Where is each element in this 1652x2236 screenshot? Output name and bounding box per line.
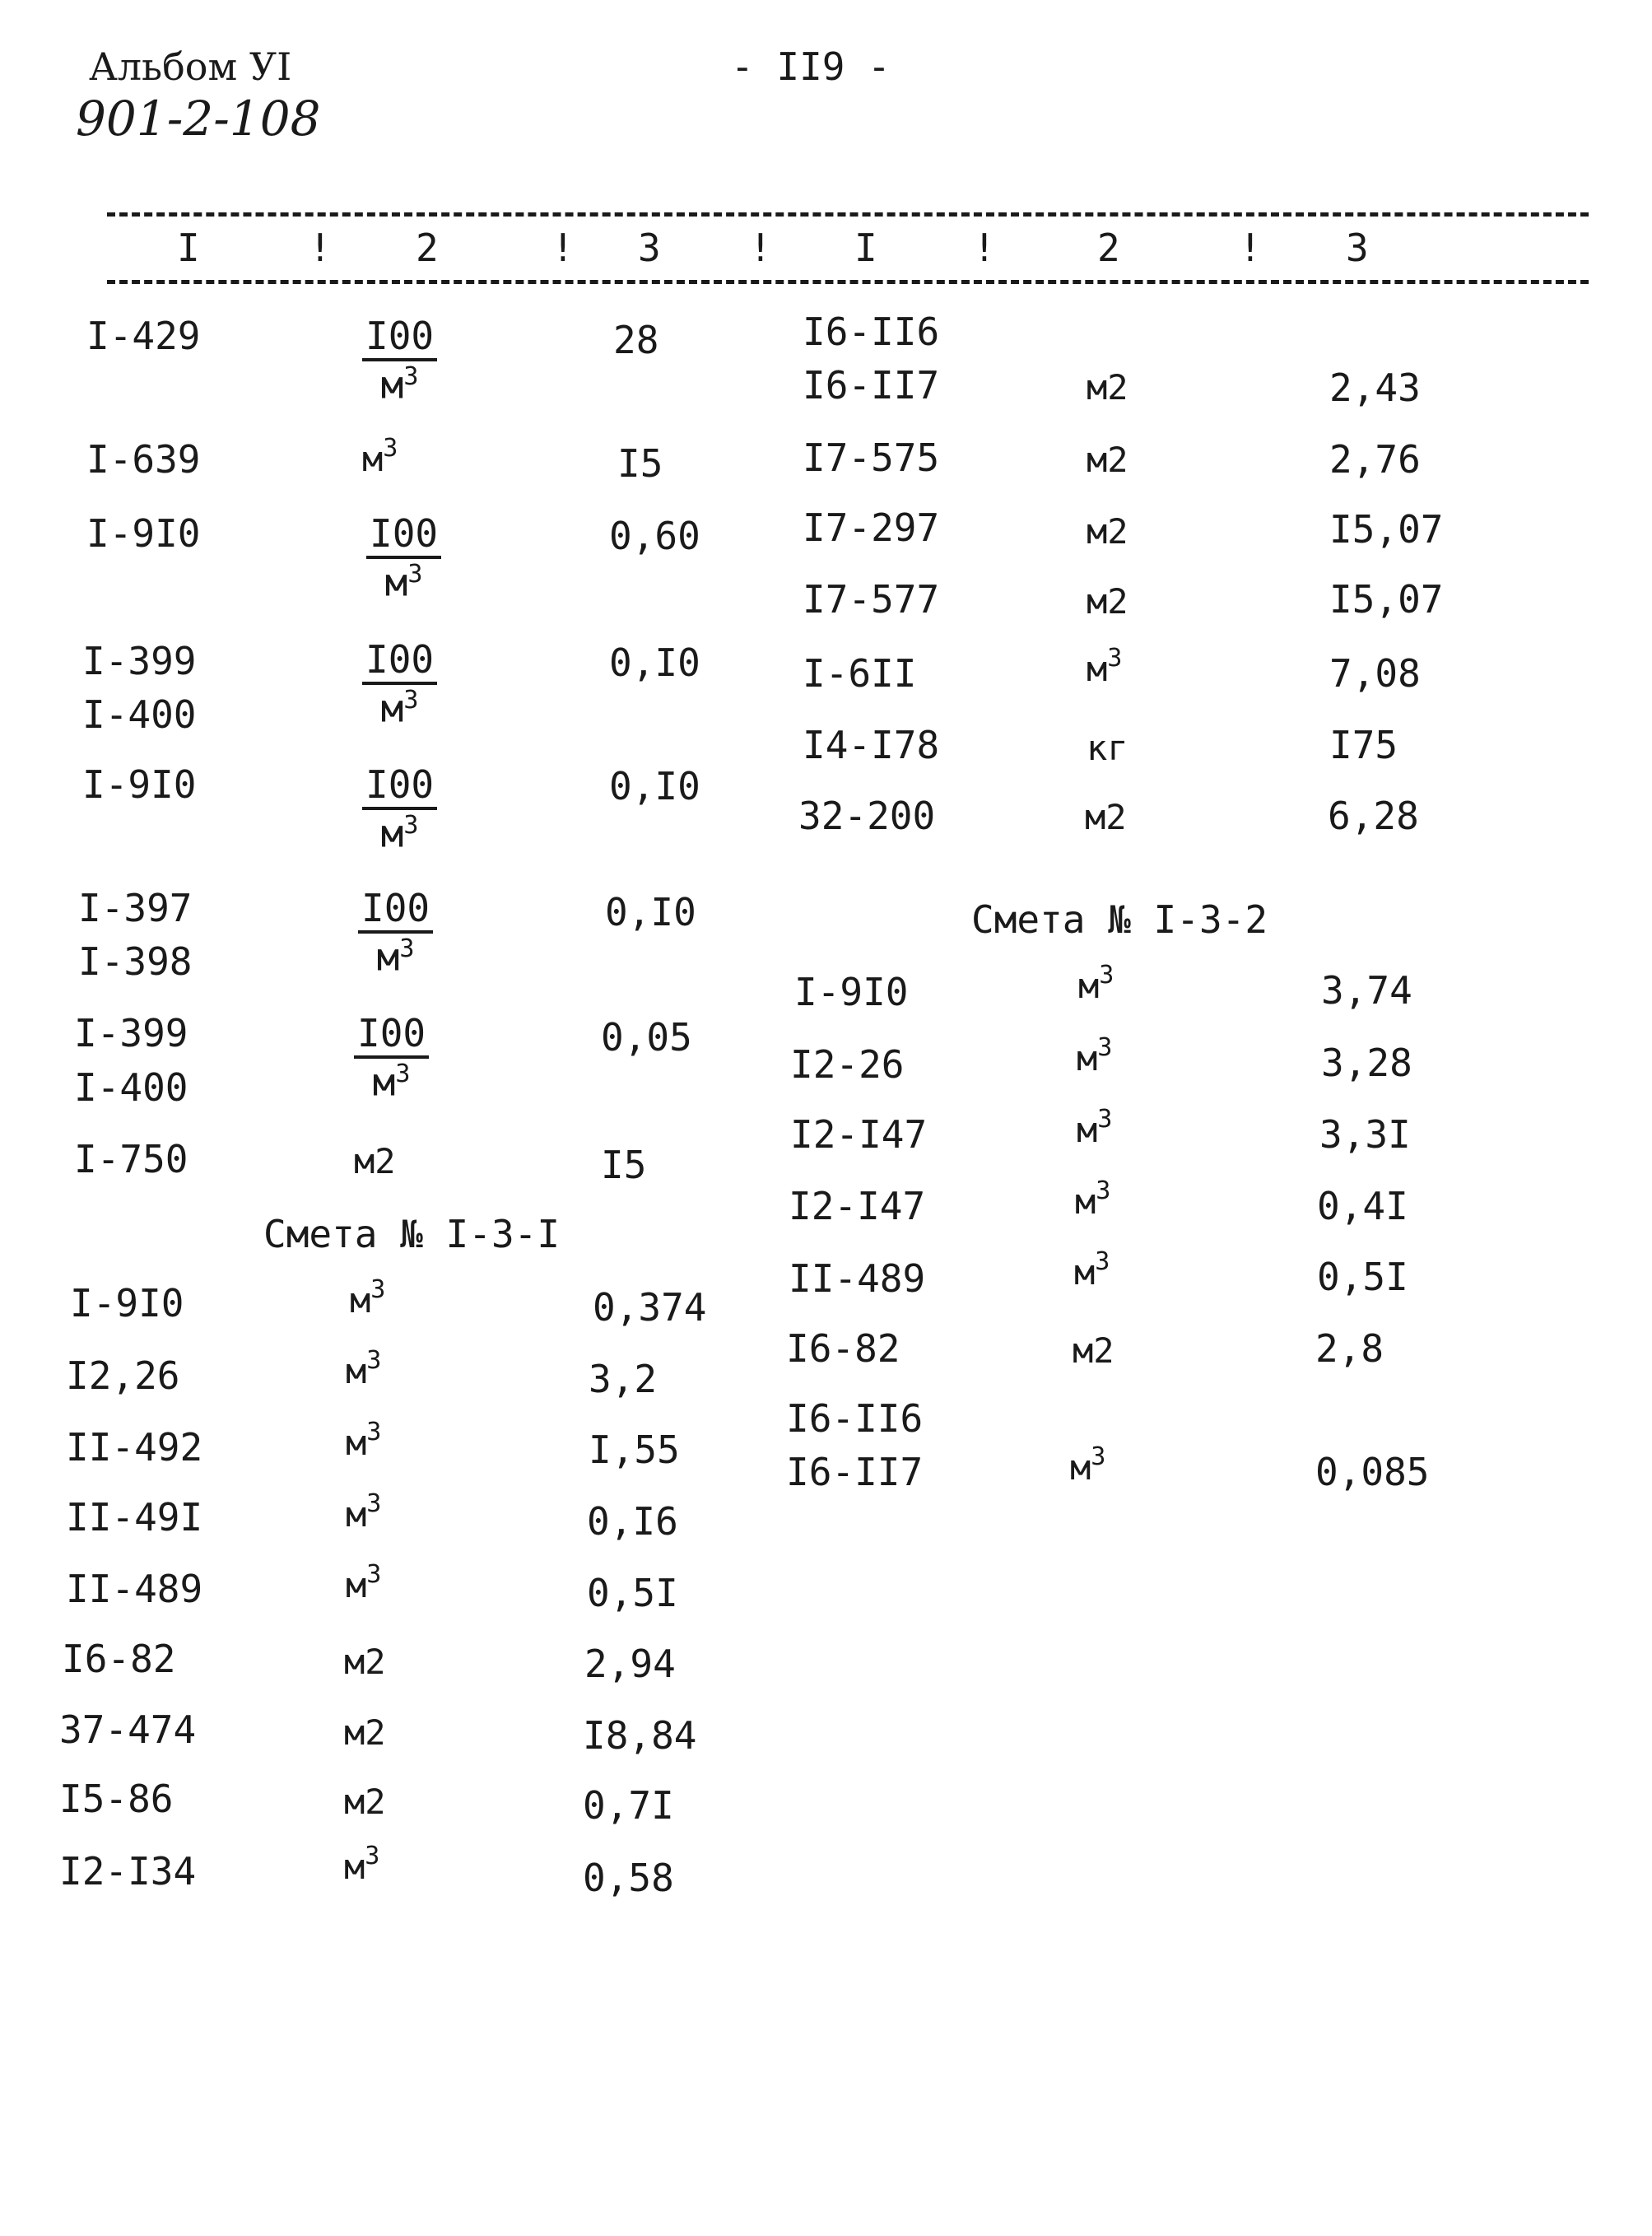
col-sep: ! [551,226,575,270]
code-cell: I6-II7 [786,1450,924,1494]
code-cell: 32-200 [798,794,936,838]
value-cell: 7,08 [1329,651,1421,696]
unit-numerator: I00 [362,766,437,810]
smeta-title: Смета № I-3-I [263,1212,561,1256]
value-cell: 0,I0 [609,764,700,808]
value-cell: 0,60 [609,514,700,558]
code-cell: I6-II6 [803,310,940,354]
col-sep: ! [749,226,772,270]
unit-cell: $м^3$ [1074,1247,1110,1293]
value-cell: 0,I0 [605,890,696,934]
unit-cell: м2 [1087,511,1128,552]
unit-denominator: $м^3$ [372,1060,411,1105]
unit-cell: м2 [344,1642,386,1682]
code-cell: I2-I34 [59,1849,197,1894]
code-cell: I-397 [78,886,193,930]
unit-cell: м2 [344,1782,386,1822]
code-cell: I7-575 [803,436,940,480]
code-cell: I4-I78 [803,723,940,767]
unit-cell: $м^3$ [1087,644,1123,689]
value-cell: 3,74 [1321,968,1412,1013]
unit-cell: $м^3$ [1077,1033,1113,1078]
value-cell: 0,7I [583,1783,674,1828]
unit-numerator: I00 [358,889,433,934]
unit-cell: $м^3$ [346,1346,382,1391]
unit-fraction [358,886,433,980]
col-2-left: 2 [416,226,439,270]
code-cell: II-49I [66,1495,203,1540]
page-number: - II9 - [731,44,891,89]
unit-fraction [362,314,437,408]
col-sep: ! [309,226,332,270]
unit-cell: м2 [1087,581,1128,622]
unit-denominator: $м^3$ [380,811,419,856]
col-3-left: 3 [638,226,661,270]
col-sep: ! [973,226,996,270]
unit-cell: м2 [1073,1330,1115,1371]
unit-denominator: $м^3$ [376,934,415,980]
unit-cell: $м^3$ [1070,1442,1106,1488]
code-cell: I5-86 [59,1777,174,1821]
unit-cell: м2 [344,1712,386,1753]
value-cell: 0,58 [583,1856,674,1900]
unit-cell: $м^3$ [346,1489,382,1535]
value-cell: 2,8 [1315,1326,1384,1371]
value-cell: 3,2 [589,1357,658,1401]
unit-numerator: I00 [362,317,437,361]
value-cell: I75 [1329,723,1398,767]
unit-numerator: I00 [354,1014,429,1059]
unit-cell: м2 [1087,440,1128,480]
code-cell: I2-I47 [789,1184,926,1228]
value-cell: 3,3I [1319,1112,1411,1157]
value-cell: I5 [617,441,663,486]
value-cell: 0,5I [1317,1255,1408,1299]
handwritten-code: 901-2-108 [76,91,321,147]
unit-numerator: I00 [362,641,437,685]
value-cell: 0,I0 [609,641,700,685]
value-cell: I5 [601,1143,647,1187]
value-cell: 0,374 [593,1285,707,1330]
unit-cell: $м^3$ [1078,961,1115,1006]
code-cell: I-6II [803,651,917,696]
unit-numerator: I00 [366,515,441,559]
code-cell: I2,26 [66,1353,180,1398]
value-cell: I,55 [589,1428,680,1472]
unit-cell: м2 [1085,797,1127,837]
value-cell: I5,07 [1329,507,1444,552]
value-cell: I5,07 [1329,577,1444,622]
code-cell: I6-82 [62,1637,176,1681]
unit-cell: $м^3$ [362,434,398,479]
col-1-right: I [854,226,877,270]
code-cell: I2-26 [790,1042,905,1087]
col-2-right: 2 [1097,226,1120,270]
unit-cell: $м^3$ [1075,1176,1111,1222]
value-cell: 2,76 [1329,437,1421,482]
value-cell: 0,I6 [587,1499,678,1544]
unit-fraction [362,637,437,731]
code-cell: I7-577 [803,577,940,622]
code-cell: I-400 [82,692,197,737]
code-cell: I-398 [78,939,193,984]
unit-denominator: $м^3$ [380,686,419,731]
unit-fraction [366,511,441,605]
unit-fraction [362,762,437,856]
value-cell: 28 [613,318,659,362]
header-rule-bottom [107,280,1589,284]
unit-fraction [354,1011,429,1105]
smeta-title: Смета № I-3-2 [971,897,1268,942]
value-cell: 2,43 [1329,366,1421,410]
code-cell: I-9I0 [86,511,201,556]
code-cell: I-429 [86,314,201,358]
unit-cell: $м^3$ [346,1418,382,1463]
code-cell: I-9I0 [70,1281,184,1325]
unit-cell: $м^3$ [344,1842,380,1887]
code-cell: I-750 [74,1137,188,1181]
value-cell: 6,28 [1328,794,1419,838]
col-sep: ! [1239,226,1262,270]
code-cell: I-639 [86,437,201,482]
value-cell: 2,94 [584,1642,676,1686]
col-1-left: I [177,226,200,270]
unit-cell: $м^3$ [350,1275,386,1321]
code-cell: I-399 [74,1011,188,1055]
code-cell: I-399 [82,639,197,683]
code-cell: II-489 [789,1256,926,1301]
value-cell: 3,28 [1321,1041,1412,1085]
code-cell: I-9I0 [82,762,197,807]
unit-denominator: $м^3$ [380,362,419,408]
code-cell: I6-II6 [786,1396,924,1441]
code-cell: I7-297 [803,505,940,550]
album-label: Альбом УI [89,44,292,89]
value-cell: 0,085 [1315,1450,1430,1494]
code-cell: I2-I47 [790,1112,928,1157]
value-cell: 0,05 [601,1015,692,1060]
unit-cell: $м^3$ [1077,1105,1113,1150]
unit-denominator: $м^3$ [384,560,423,605]
code-cell: I6-II7 [803,363,940,408]
unit-cell: м2 [1087,367,1128,408]
unit-cell: м2 [354,1141,396,1181]
code-cell: 37-474 [59,1707,197,1752]
code-cell: I-9I0 [794,970,909,1014]
unit-cell: кг [1087,728,1128,768]
code-cell: I-400 [74,1065,188,1110]
header-rule-top [107,212,1589,217]
value-cell: 0,4I [1317,1184,1408,1228]
unit-cell: $м^3$ [346,1560,382,1605]
value-cell: 0,5I [587,1571,678,1615]
code-cell: II-489 [66,1567,203,1611]
value-cell: I8,84 [583,1713,697,1758]
code-cell: I6-82 [786,1326,900,1371]
col-3-right: 3 [1346,226,1369,270]
code-cell: II-492 [66,1425,203,1470]
